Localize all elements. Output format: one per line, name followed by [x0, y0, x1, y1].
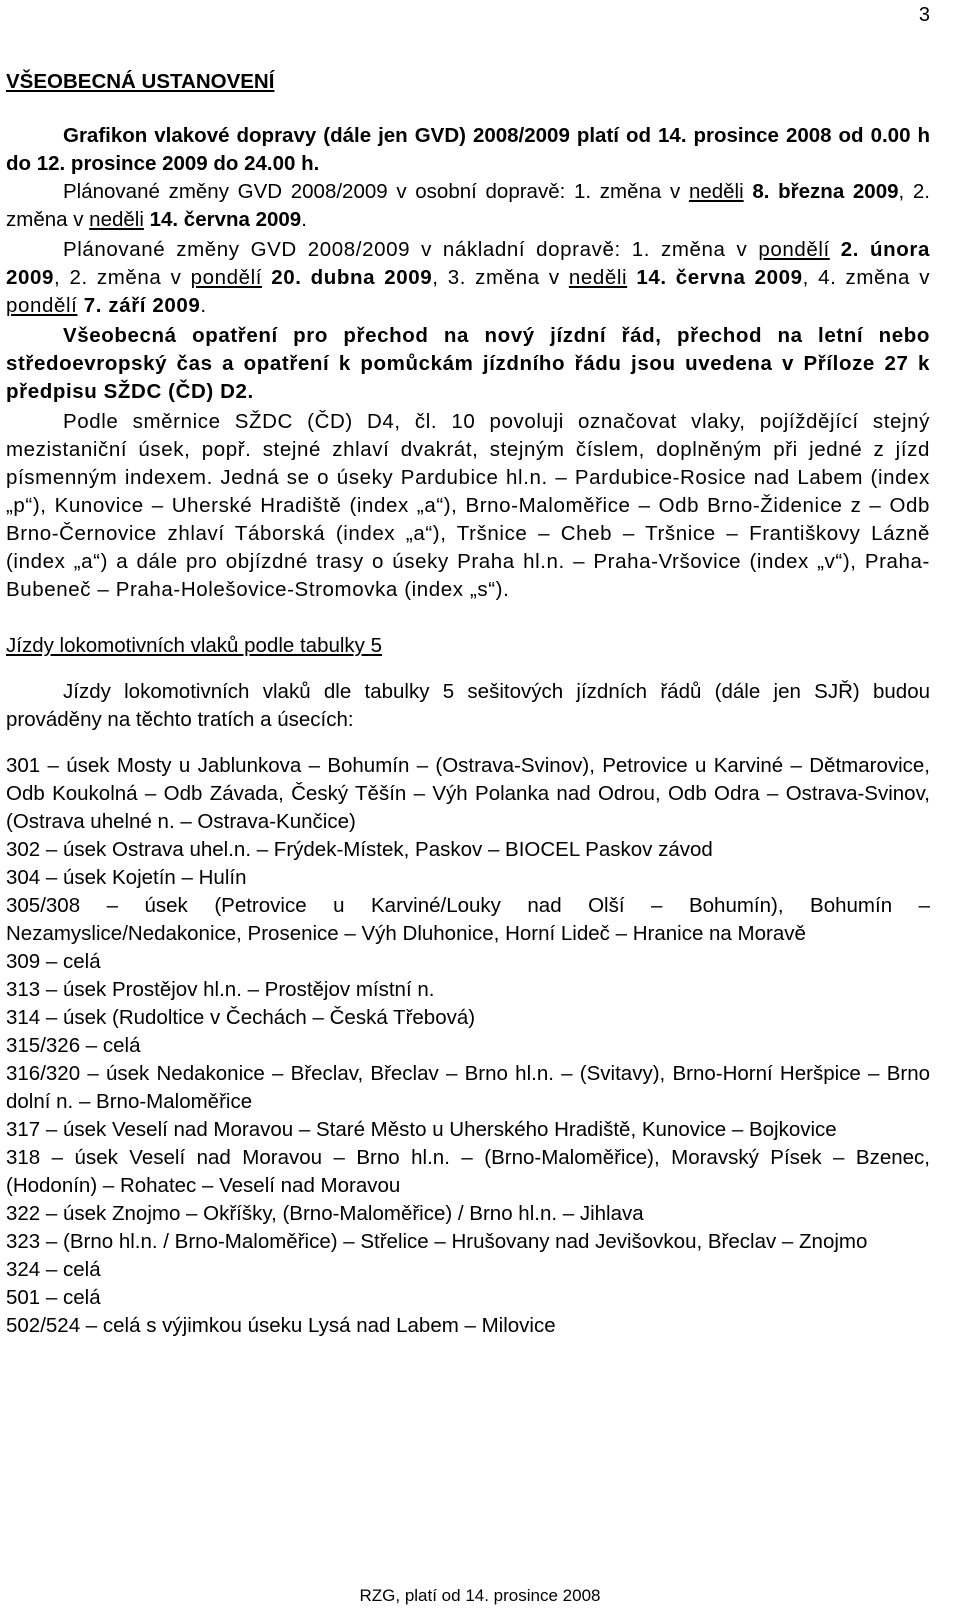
track-list-item: 304 – úsek Kojetín – Hulín: [6, 866, 247, 889]
track-list-item: 301 – úsek Mosty u Jablunkova – Bohumín – (Ostrava-Svinov), Petrovice u Karviné – Dětmarovice, Odb Koukolná – Odb Závada, Český Těšín – Výh Polanka nad Odrou, Odb Odra – Ostrava-Svinov, (Ostrava uhelné n. – Ostrava-Kunčice): [6, 754, 930, 833]
track-list-item: 316/320 – úsek Nedakonice – Břeclav, Břeclav – Brno hl.n. – (Svitavy), Brno-Horní Heršpice – Brno dolní n. – Brno-Maloměřice: [6, 1062, 930, 1113]
track-list-item: 318 – úsek Veselí nad Moravou – Brno hl.n. – (Brno-Maloměřice), Moravský Písek – Bzenec, (Hodonín) – Rohatec – Veselí nad Moravou: [6, 1146, 930, 1197]
subsection-title: Jízdy lokomotivních vlaků podle tabulky 5: [6, 634, 383, 657]
track-list-item: 302 – úsek Ostrava uhel.n. – Frýdek-Místek, Paskov – BIOCEL Paskov závod: [6, 838, 713, 861]
track-list: [6, 752, 930, 1340]
track-list-item: 502/524 – celá s výjimkou úseku Lysá nad Labem – Milovice: [6, 1314, 556, 1337]
paragraph-passenger-changes: Plánované změny GVD 2008/2009 v osobní dopravě: 1. změna v neděli 8. března 2009, 2. změna v neděli 14. června 2009.: [6, 180, 930, 231]
track-list-item: 305/308 – úsek (Petrovice u Karviné/Louky nad Olší – Bohumín), Bohumín – Nezamyslice/Nedakonice, Prosenice – Výh Dluhonice, Horní Lideč – Hranice na Moravě: [6, 894, 930, 945]
track-list-item: 322 – úsek Znojmo – Okříšky, (Brno-Maloměřice) / Brno hl.n. – Jihlava: [6, 1202, 644, 1225]
track-list-item: 324 – celá: [6, 1258, 101, 1281]
track-list-item: 315/326 – celá: [6, 1034, 141, 1057]
paragraph-freight-changes: Plánované změny GVD 2008/2009 v nákladní dopravě: 1. změna v pondělí 2. února 2009, 2. změna v pondělí 20. dubna 2009, 3. změna v neděli 14. června 2009, 4. změna v pondělí 7. září 2009.: [6, 238, 931, 317]
track-list-item: 314 – úsek (Rudoltice v Čechách – Česká Třebová): [6, 1006, 476, 1029]
paragraph-general-measures: Všeobecná opatření pro přechod na nový jízdní řád, přechod na letní nebo středoevropský čas a opatření k pomůckám jízdního řádu jsou uvedena v Příloze 27 k předpisu SŽDC (ČD) D2.: [6, 324, 930, 403]
page-footer: RZG, platí od 14. prosince 2008: [359, 1586, 601, 1605]
track-list-item: 323 – (Brno hl.n. / Brno-Maloměřice) – Střelice – Hrušovany nad Jevišovkou, Břeclav – Znojmo: [6, 1230, 868, 1253]
track-list-item: 317 – úsek Veselí nad Moravou – Staré Město u Uherského Hradiště, Kunovice – Bojkovice: [6, 1118, 837, 1141]
section-heading: VŠEOBECNÁ USTANOVENÍ: [6, 70, 275, 93]
track-list-item: 309 – celá: [6, 950, 101, 973]
track-list-item: 313 – úsek Prostějov hl.n. – Prostějov místní n.: [6, 978, 435, 1001]
paragraph-validity: Grafikon vlakové dopravy (dále jen GVD) 2008/2009 platí od 14. prosince 2008 od 0.00 h do 12. prosince 2009 do 24.00 h.: [6, 124, 930, 175]
subsection-intro: Jízdy lokomotivních vlaků dle tabulky 5 sešitových jízdních řádů (dále jen SJŘ) budou prováděny na těchto tratích a úsecích:: [6, 680, 930, 731]
page-number: 3: [918, 4, 930, 26]
document-body: [6, 68, 930, 1340]
paragraph-train-index: Podle směrnice SŽDC (ČD) D4, čl. 10 povoluji označovat vlaky, pojíždějící stejný mezistaniční úsek, popř. stejné zhlaví dvakrát, stejným číslem, doplněným při jedné z jízd písmenným indexem. Jedná se o úseky Pardubice hl.n. – Pardubice-Rosice nad Labem (index „p“), Kunovice – Uherské Hradiště (index „a“), Brno-Maloměřice – Odb Brno-Židenice z – Odb Brno-Černovice zhlaví Táborská (index „a“), Tršnice – Cheb – Tršnice – Františkovy Lázně (index „a“) a dále pro objízdné trasy o úseky Praha hl.n. – Praha-Vršovice (index „v“), Praha-Bubeneč – Praha-Holešovice-Stromovka (index „s“).: [6, 410, 930, 601]
track-list-item: 501 – celá: [6, 1286, 101, 1309]
